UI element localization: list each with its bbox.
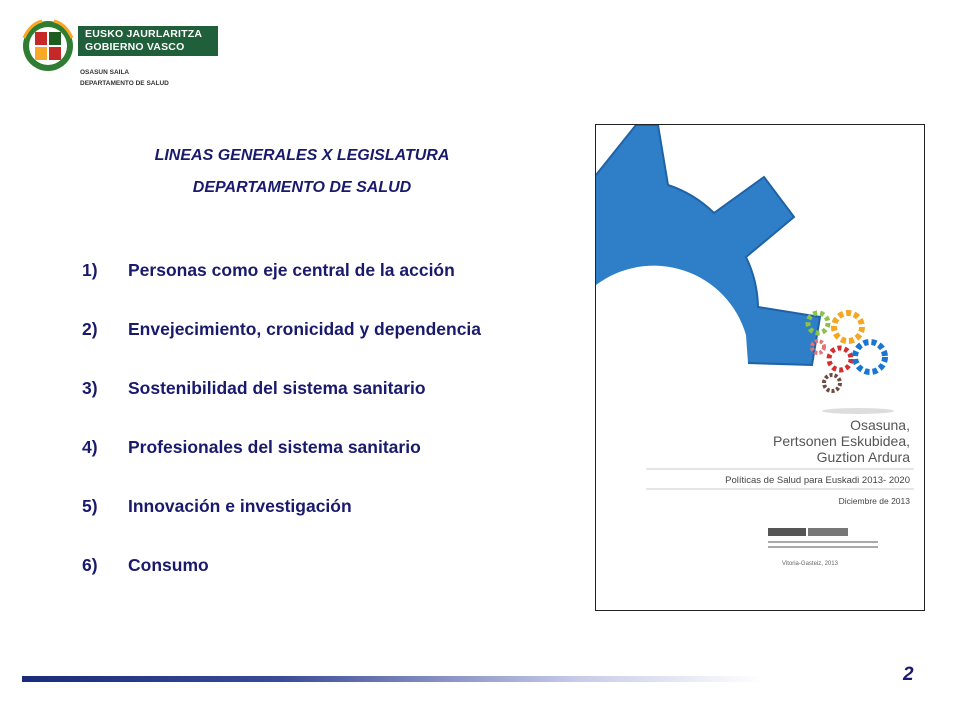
logo-line-2: GOBIERNO VASCO <box>85 41 185 53</box>
list-label: Envejecimiento, cronicidad y dependencia <box>128 319 482 339</box>
list-item <box>82 494 481 553</box>
list-item <box>82 553 481 612</box>
coat-of-arms-icon <box>22 18 74 74</box>
logo-department <box>80 67 169 89</box>
list-item <box>82 258 481 317</box>
slide-title <box>100 140 504 204</box>
list-number: 1) <box>82 260 98 280</box>
page-number: 2 <box>903 664 914 685</box>
list-item <box>82 376 481 435</box>
list-label: Profesionales del sistema sanitario <box>128 437 421 457</box>
list-label: Sostenibilidad del sistema sanitario <box>128 378 426 398</box>
list-label: Innovación e investigación <box>128 496 352 516</box>
footer-gradient-bar <box>22 676 762 682</box>
logo-wordmark <box>78 26 218 56</box>
list-label: Personas como eje central de la acción <box>128 260 455 280</box>
logo-line-1: EUSKO JAURLARITZA <box>85 28 203 40</box>
report-cover-image <box>595 124 925 611</box>
strategy-lines-list <box>82 258 481 612</box>
logo-sub-2: DEPARTAMENTO DE SALUD <box>80 80 169 87</box>
cover-date: Diciembre de 2013 <box>838 496 910 506</box>
cover-title-3: Guztion Ardura <box>816 449 910 465</box>
gobierno-vasco-logo <box>22 18 262 98</box>
cover-title-1: Osasuna, <box>850 417 910 433</box>
cover-mini-logo <box>768 528 896 536</box>
list-number: 6) <box>82 555 98 575</box>
list-label: Consumo <box>128 555 209 575</box>
cover-title-2: Pertsonen Eskubidea, <box>773 433 910 449</box>
list-number: 3) <box>82 378 98 398</box>
list-number: 2) <box>82 319 98 339</box>
list-item <box>82 435 481 494</box>
list-number: 4) <box>82 437 98 457</box>
cover-gears-graphic <box>596 125 925 611</box>
cover-fine-print <box>768 541 878 551</box>
title-line-2: DEPARTAMENTO DE SALUD <box>192 179 412 196</box>
cover-place: Vitoria-Gasteiz, 2013 <box>782 561 838 567</box>
cover-title <box>773 417 910 465</box>
title-line-1: LINEAS GENERALES X LEGISLATURA <box>154 147 450 164</box>
logo-sub-1: OSASUN SAILA <box>80 69 130 76</box>
list-item <box>82 317 481 376</box>
list-number: 5) <box>82 496 98 516</box>
cover-subtitle: Políticas de Salud para Euskadi 2013- 2020 <box>725 475 910 486</box>
